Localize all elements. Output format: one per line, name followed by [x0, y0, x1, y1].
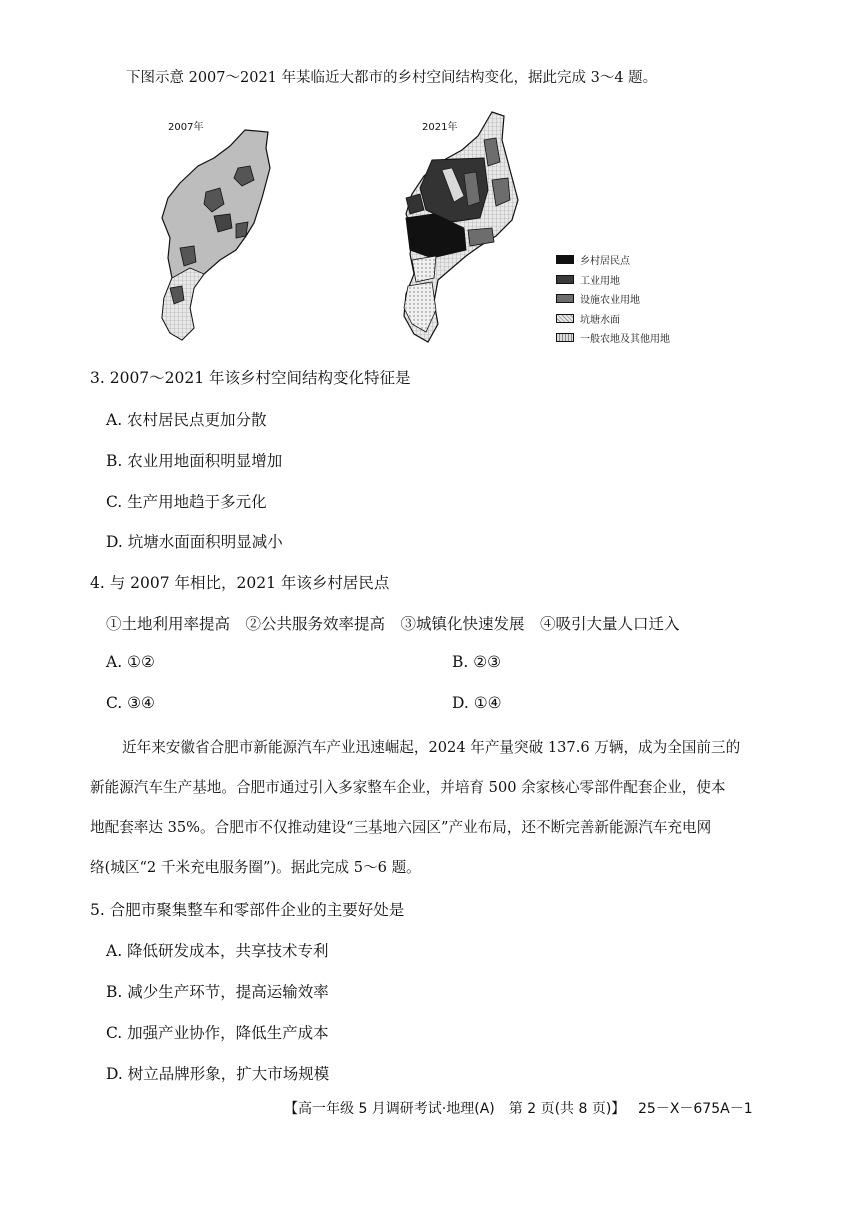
- q3-option-b: B. 农业用地面积明显增加: [106, 452, 283, 470]
- q4-items: ①土地利用率提高 ②公共服务效率提高 ③城镇化快速发展 ④吸引大量人口迁入: [106, 615, 680, 633]
- passage-line-1: 近年来安徽省合肥市新能源汽车产业迅速崛起，2024 年产量突破 137.6 万辆，成为全国前三的: [122, 739, 741, 756]
- legend-swatch: [556, 255, 574, 264]
- legend-item: [556, 309, 670, 329]
- legend-label: 乡村居民点: [580, 256, 630, 268]
- q3-stem: 3. 2007～2021 年该乡村空间结构变化特征是: [90, 369, 411, 387]
- legend-label: 坑塘水面: [580, 314, 620, 326]
- q5-option-b: B. 减少生产环节，提高运输效率: [106, 983, 329, 1001]
- q3-option-c: C. 生产用地趋于多元化: [106, 493, 267, 511]
- exam-code: 25－X－675A－1: [638, 1101, 753, 1117]
- map-2007: [150, 128, 290, 348]
- passage-line-3: 地配套率达 35%。合肥市不仅推动建设“三基地六园区”产业布局，还不断完善新能源汽车充电网: [90, 819, 712, 836]
- q3-option-a: A. 农村居民点更加分散: [106, 411, 267, 429]
- map-2021: [392, 110, 534, 350]
- map-2021-label: 2021年: [422, 122, 458, 133]
- legend-item: [556, 328, 670, 348]
- q3-option-d: D. 坑塘水面面积明显减小: [106, 533, 283, 551]
- legend-item: [556, 270, 670, 290]
- legend-swatch: [556, 333, 574, 342]
- q5-stem: 5. 合肥市聚集整车和零部件企业的主要好处是: [90, 901, 405, 919]
- q4-option-d: D. ①④: [452, 694, 502, 712]
- legend-item: [556, 250, 670, 270]
- legend-label: 一般农地及其他用地: [580, 334, 670, 346]
- legend-label: 设施农业用地: [580, 295, 640, 307]
- q5-option-c: C. 加强产业协作，降低生产成本: [106, 1024, 329, 1042]
- legend-swatch: [556, 275, 574, 284]
- passage-line-2: 新能源汽车生产基地。合肥市通过引入多家整车企业，并培育 500 余家核心零部件配套企业，使本: [90, 779, 726, 796]
- q4-option-b: B. ②③: [452, 653, 502, 671]
- legend-swatch: [556, 314, 574, 323]
- q4-option-a: A. ①②: [106, 653, 155, 671]
- map-legend: [556, 250, 670, 348]
- q4-stem: 4. 与 2007 年相比，2021 年该乡村居民点: [90, 574, 390, 592]
- q5-option-d: D. 树立品牌形象，扩大市场规模: [106, 1065, 330, 1083]
- legend-swatch: [556, 294, 574, 303]
- q5-option-a: A. 降低研发成本，共享技术专利: [106, 942, 329, 960]
- page-footer: 【高一年级 5 月调研考试·地理(A) 第 2 页(共 8 页)】: [284, 1101, 626, 1117]
- passage-line-4: 络(城区“2 千米充电服务圈”)。据此完成 5～6 题。: [90, 859, 421, 876]
- q4-option-c: C. ③④: [106, 694, 155, 712]
- legend-label: 工业用地: [580, 275, 620, 287]
- map-2007-label: 2007年: [168, 122, 204, 133]
- intro-text: 下图示意 2007～2021 年某临近大都市的乡村空间结构变化，据此完成 3～4 题。: [126, 70, 658, 86]
- legend-item: [556, 289, 670, 309]
